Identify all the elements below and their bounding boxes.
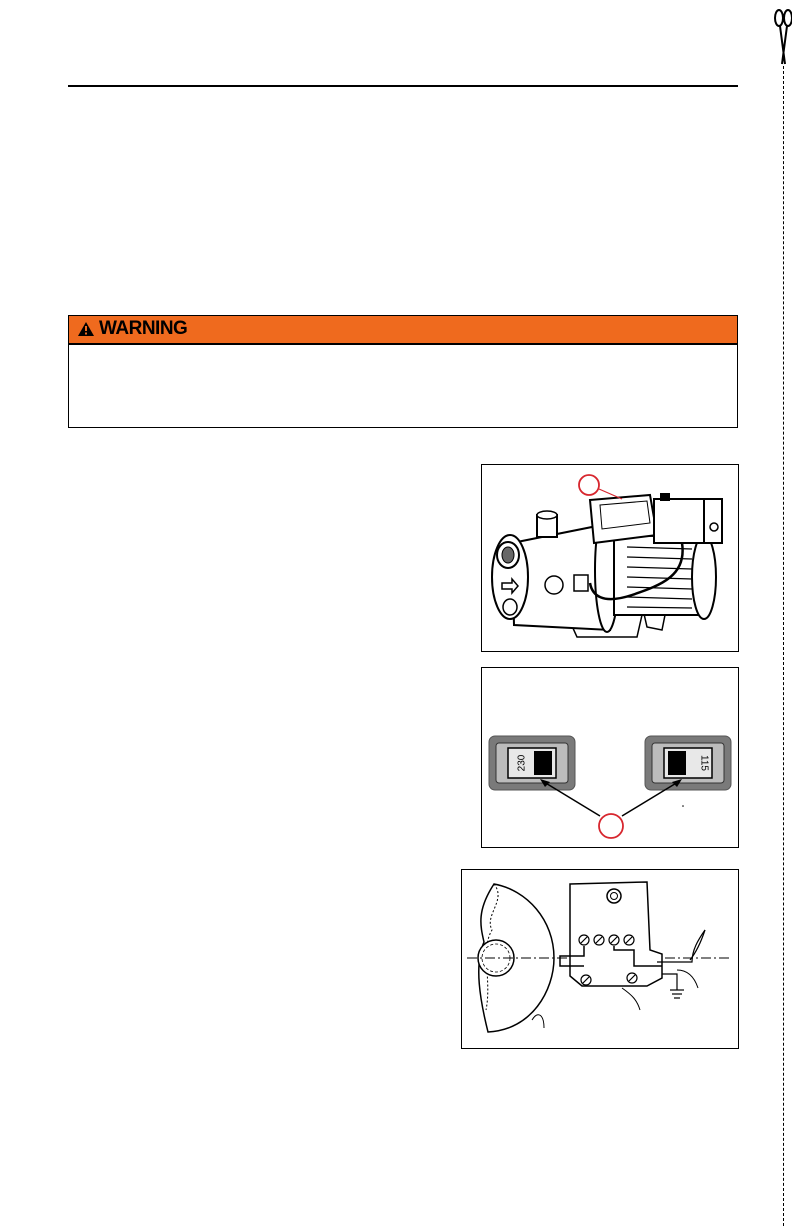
switch-right-label: 115 xyxy=(698,755,710,771)
wiring-diagram-figure xyxy=(461,869,739,1049)
scissors-icon xyxy=(773,8,792,66)
warning-title: WARNING xyxy=(77,318,187,340)
warning-box xyxy=(68,315,738,428)
header-rule xyxy=(68,85,738,87)
cut-line xyxy=(783,66,784,1226)
warning-header xyxy=(69,316,737,345)
pump-figure xyxy=(481,464,739,652)
switch-left-label: 230 xyxy=(516,754,528,772)
voltage-switch-figure xyxy=(481,667,739,848)
warning-triangle-icon xyxy=(77,321,95,337)
